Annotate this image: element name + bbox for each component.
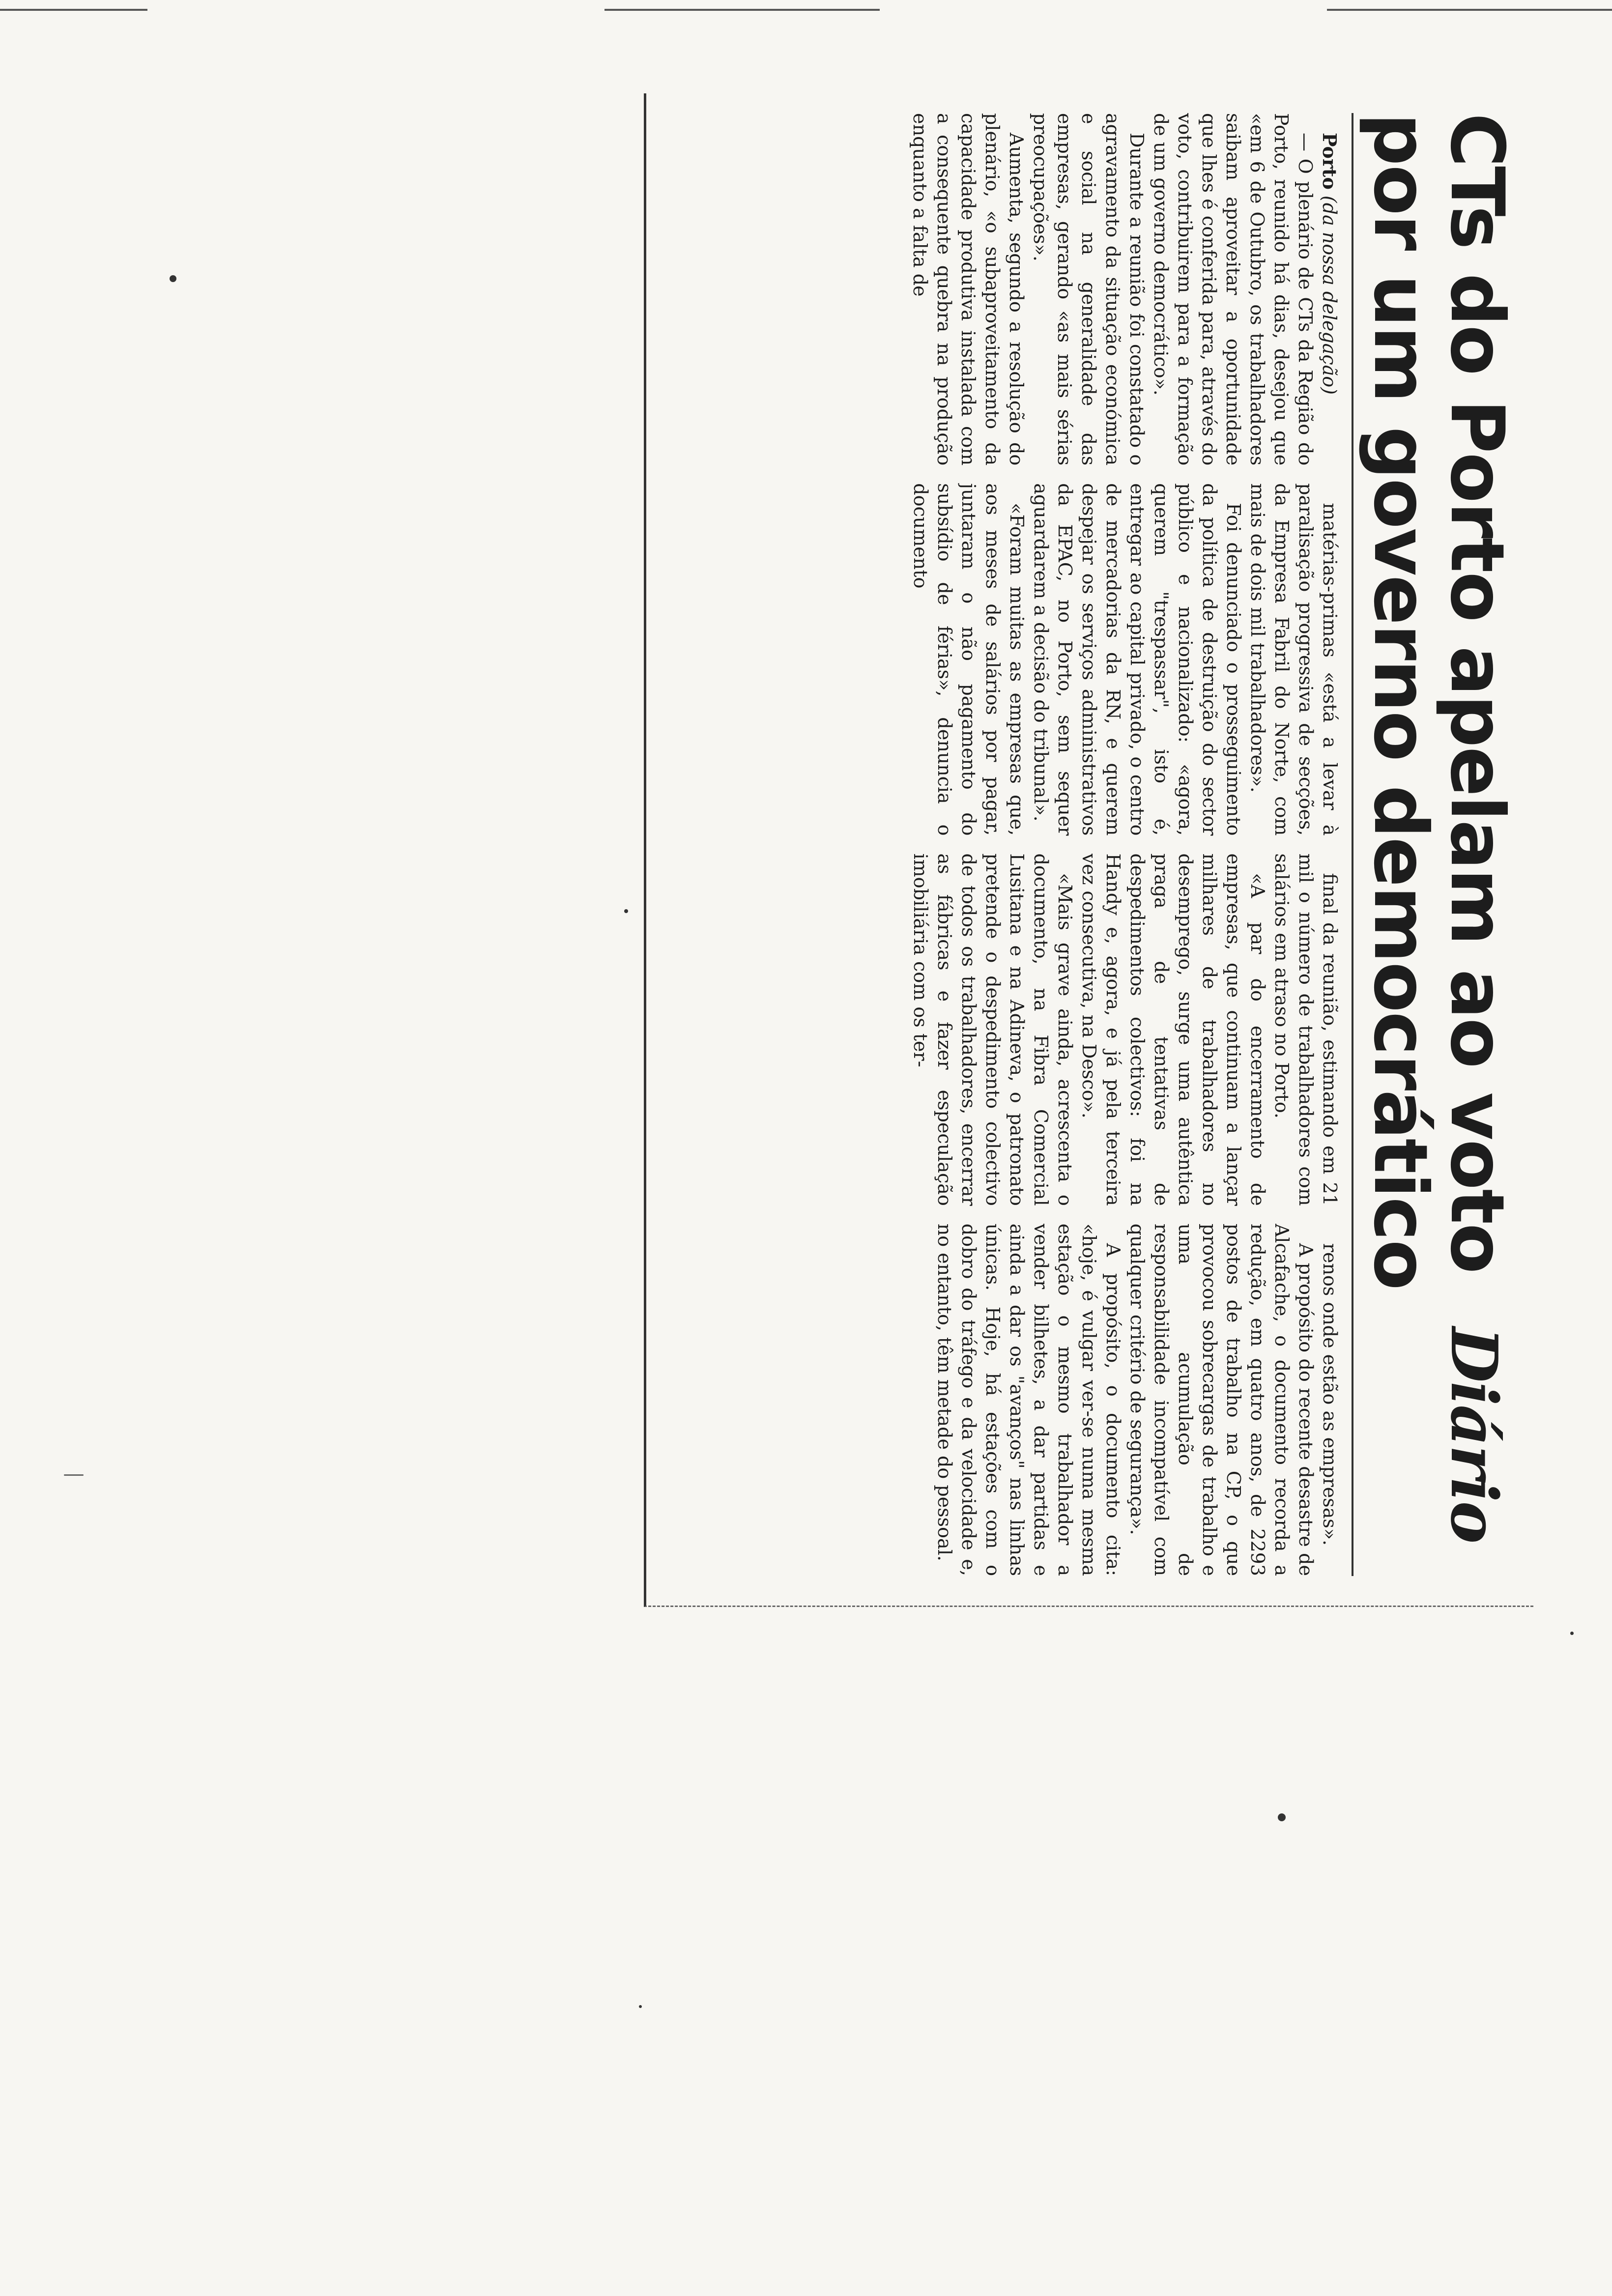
paragraph: «Foram muitas as empresas que, aos meses de salários por pagar, juntaram o não pagamento do subsídio de férias», denuncia o documento <box>910 483 1028 836</box>
paragraph: — O plenário de CTs da Região do Porto, reunido há dias, desejou que «em 6 de Outubro, os trabalhadores saibam aproveitar a oportunidade que lhes é conferida para, através do voto, contribuirem para a formação de um governo democrático». <box>1150 113 1316 466</box>
paragraph: final da reunião, estimando em 21 mil o número de trabalhadores com salários em atraso no Porto. <box>1271 853 1341 1206</box>
article-column-2 <box>678 483 1342 835</box>
paragraph: Durante a reunião foi constatado o agravamento da situação económica e social na generalidade das empresas, gerando «as mais sérias preocupações». <box>1030 113 1148 466</box>
scan-speck <box>1570 1632 1574 1635</box>
dateline-city: Porto <box>1319 133 1341 190</box>
paragraph: A propósito, o documento cita: «hoje, é vulgar ver-se numa mesma estação o mesmo trabalhador a vender bilhetes, a dar partidas e ainda a dar os "avanços" nas linhas únicas. Hoje, há estações com o dobro do tráfego e da velocidade e, no entanto, têm metade do pessoal. <box>934 1223 1124 1576</box>
scan-speck <box>64 1474 84 1476</box>
dateline-source: (da nossa delegação) <box>1319 195 1340 395</box>
paragraph: Foi denunciado o prosseguimento da política de destruição do sector público e nacionalizado: «agora, querem "trespassar", isto é, entregar ao capital privado, o centro de mercadorias da RN, e querem despejar os serviços administrativos da EPAC, no Porto, sem sequer aguardarem a decisão do tribunal». <box>1030 483 1244 836</box>
scan-edge-line <box>0 9 147 11</box>
scan-speck <box>624 909 628 913</box>
headline-line-2: por um governo democrático <box>1357 113 1443 1290</box>
scan-speck <box>170 275 176 282</box>
newspaper-clipping <box>644 93 1533 1607</box>
paragraph: A propósito do recente desastre de Alcafache, o documento recorda a redução, em quatro anos, de 2293 postos de trabalho na CP, o que provocou sobrecargas de trabalho e uma acumulação de responsabilidade incompatível com qualquer critério de segurança». <box>1126 1223 1317 1576</box>
paragraph: renos onde estão as empresas». <box>1319 1243 1341 1546</box>
article-column-4 <box>678 1224 1342 1576</box>
scan-speck <box>639 2005 642 2008</box>
scan-edge-line <box>604 9 880 11</box>
article-columns <box>678 113 1353 1576</box>
headline-line-1: CTs do Porto apelam ao voto <box>1434 113 1520 1273</box>
newspaper-logo: Diário <box>1437 1327 1512 1543</box>
paragraph: matérias-primas «está a levar à paralisação progressiva de secções, da Empresa Fabril do Norte, com mais de dois mil trabalhadores». <box>1247 483 1341 836</box>
paragraph: Aumenta, segundo a resolução do plenário, «o subaproveitamento da capacidade produtiva instalada com a consequente quebra na produção enquanto a falta de <box>909 113 1027 466</box>
paragraph: «A par do encerramento de empresas, que continuam a lançar milhares de trabalhadores no desemprego, surge uma autêntica praga de tentativas de despedimentos colectivos: foi na Handy e, agora, e já pela terceira vez consecutiva, na Desco». <box>1078 853 1268 1206</box>
scan-speck <box>1278 1813 1286 1821</box>
headline <box>1357 113 1520 1576</box>
article-column-3 <box>678 854 1342 1206</box>
scan-edge-line <box>1327 9 1612 11</box>
dateline-paragraph <box>1317 113 1342 465</box>
paragraph: «Mais grave ainda, acrescenta o documento, na Fibra Comercial Lusitana e na Adineva, o patronato pretende o despedimento colectivo de todos os trabalhadores, encerrar as fábricas e fazer especulação imobiliária com os ter- <box>910 853 1076 1206</box>
article-column-1 <box>678 113 1342 465</box>
clipping-content <box>644 93 1533 1607</box>
